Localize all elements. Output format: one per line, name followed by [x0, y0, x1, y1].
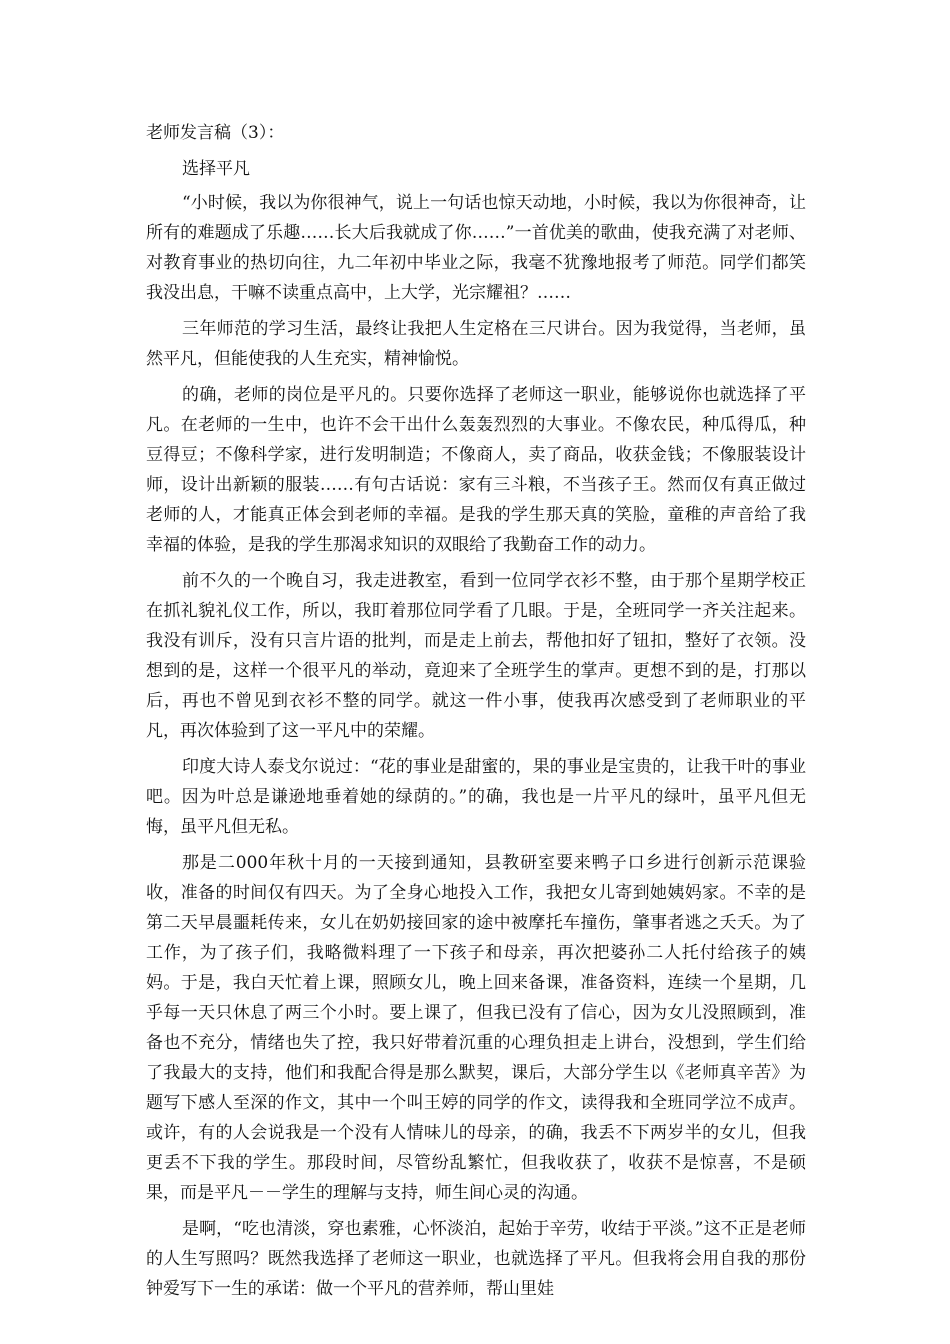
- paragraph-3: 的确，老师的岗位是平凡的。只要你选择了老师这一职业，能够说你也就选择了平凡。在老师的一生中，也许不会干出什么轰轰烈烈的大事业。不像农民，种瓜得瓜，种豆得豆；不像科学家，进行发明制造；不像商人，卖了商品，收获金钱；不像服装设计师，设计出新颖的服装……有句古话说：家有三斗粮，不当孩子王。然而仅有真正做过老师的人，才能真正体会到老师的幸福。是我的学生那天真的笑脸，童稚的声音给了我幸福的体验，是我的学生那渴求知识的双眼给了我勤奋工作的动力。: [146, 385, 806, 555]
- document-heading: 老师发言稿（3）：: [146, 123, 285, 143]
- paragraph-1: “小时候，我以为你很神气，说上一句话也惊天动地，小时候，我以为你很神奇，让所有的难题成了乐趣……长大后我就成了你……”一首优美的歌曲，使我充满了对老师、对教育事业的热切向往，九二年初中毕业之际，我毫不犹豫地报考了师范。同学们都笑我没出息，干嘛不读重点高中，上大学，光宗耀祖？……: [146, 193, 806, 303]
- paragraph-7: 是啊，“吃也清淡，穿也素雅，心怀淡泊，起始于辛劳，收结于平淡。”这不正是老师的人生写照吗？既然我选择了老师这一职业，也就选择了平凡。但我将会用自我的那份钟爱写下一生的承诺：做一个平凡的营养师，帮山里娃: [146, 1219, 806, 1299]
- document-subtitle: 选择平凡: [182, 159, 250, 179]
- paragraph-2: 三年师范的学习生活，最终让我把人生定格在三尺讲台。因为我觉得，当老师，虽然平凡，但能使我的人生充实，精神愉悦。: [146, 319, 806, 369]
- paragraph-5: 印度大诗人泰戈尔说过：“花的事业是甜蜜的，果的事业是宝贵的，让我干叶的事业吧。因为叶总是谦逊地垂着她的绿荫的。”的确，我也是一片平凡的绿叶，虽平凡但无悔，虽平凡但无私。: [146, 757, 806, 837]
- paragraph-4: 前不久的一个晚自习，我走进教室，看到一位同学衣衫不整，由于那个星期学校正在抓礼貌礼仪工作，所以，我盯着那位同学看了几眼。于是，全班同学一齐关注起来。我没有训斥，没有只言片语的批判，而是走上前去，帮他扣好了钮扣，整好了衣领。没想到的是，这样一个很平凡的举动，竟迎来了全班学生的掌声。更想不到的是，打那以后，再也不曾见到衣衫不整的同学。就这一件小事，使我再次感受到了老师职业的平凡，再次体验到了这一平凡中的荣耀。: [146, 571, 806, 741]
- paragraph-6: 那是二000年秋十月的一天接到通知，县教研室要来鸭子口乡进行创新示范课验收，准备的时间仅有四天。为了全身心地投入工作，我把女儿寄到她姨妈家。不幸的是第二天早晨噩耗传来，女儿在奶奶接回家的途中被摩托车撞伤，肇事者逃之夭夭。为了工作，为了孩子们，我略微料理了一下孩子和母亲，再次把婆孙二人托付给孩子的姨妈。于是，我白天忙着上课，照顾女儿，晚上回来备课，准备资料，连续一个星期，几乎每一天只休息了两三个小时。要上课了，但我已没有了信心，因为女儿没照顾到，准备也不充分，情绪也失了控，我只好带着沉重的心理负担走上讲台，没想到，学生们给了我最大的支持，他们和我配合得是那么默契，课后，大部分学生以《老师真辛苦》为题写下感人至深的作文，其中一个叫王婷的同学的作文，读得我和全班同学泣不成声。或许，有的人会说我是一个没有人情味儿的母亲，的确，我丢不下两岁半的女儿，但我更丢不下我的学生。那段时间，尽管纷乱繁忙，但我收获了，收获不是惊喜，不是硕果，而是平凡－－学生的理解与支持，师生间心灵的沟通。: [146, 853, 806, 1203]
- document-page: [146, 118, 806, 1310]
